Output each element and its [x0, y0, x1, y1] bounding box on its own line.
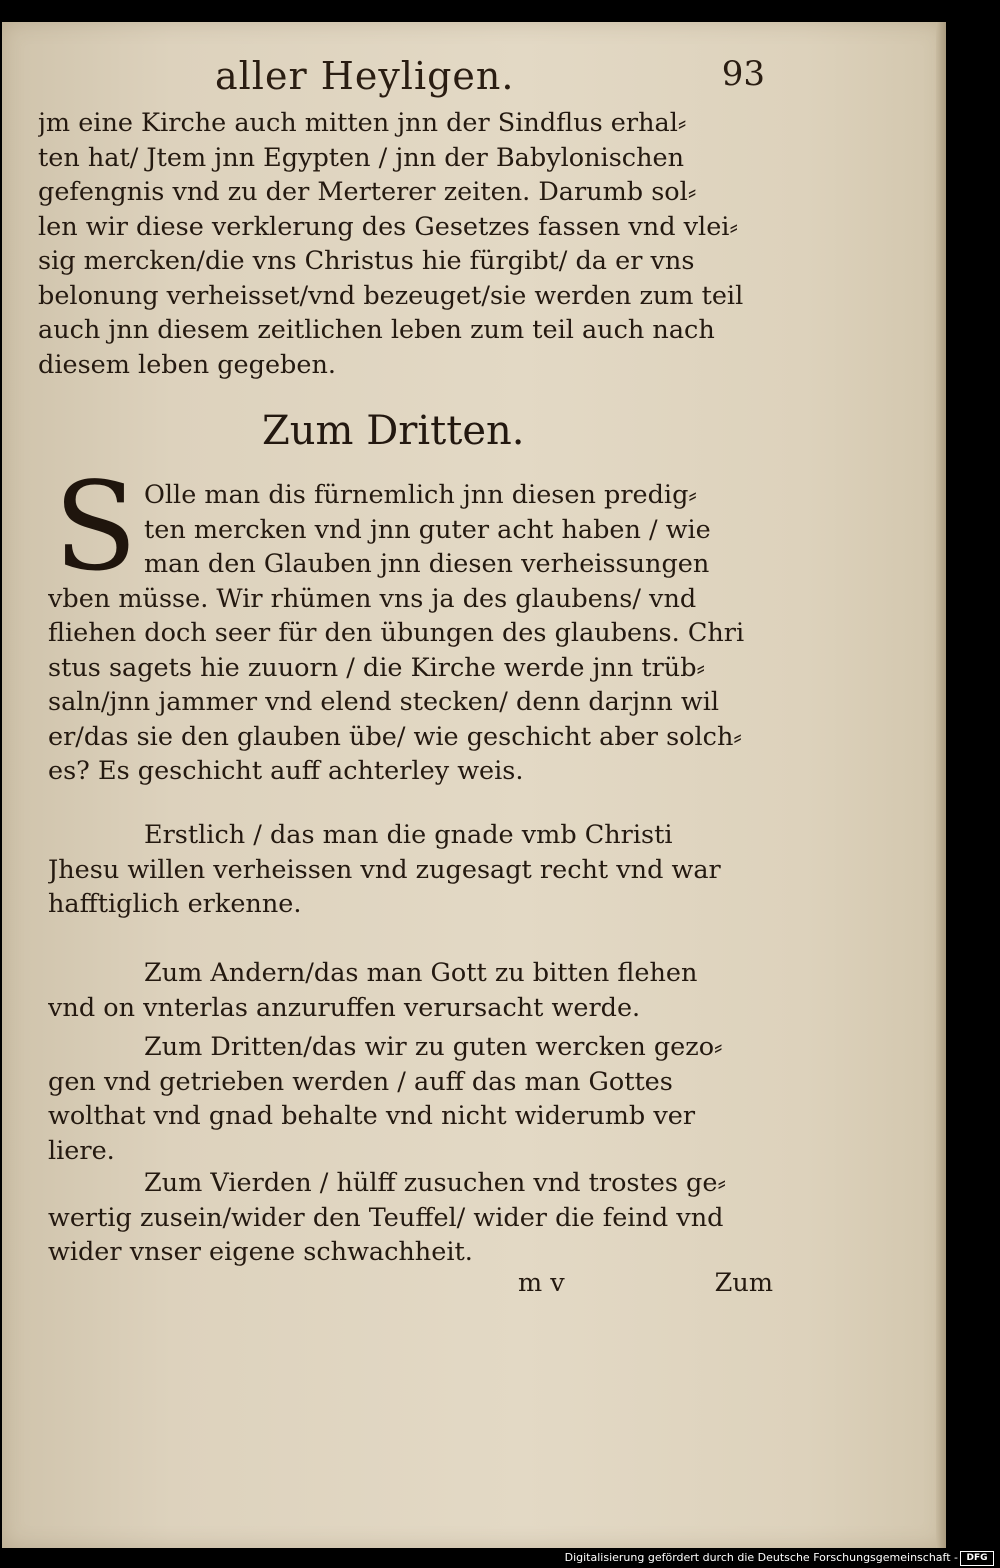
text-line: man den Glauben jnn diesen verheissungen — [144, 549, 710, 579]
text-line: Erstlich / das man die gnade vmb Christi — [144, 820, 673, 850]
paragraph-fourth — [48, 1166, 773, 1270]
text-line: wertig zusein/wider den Teuffel/ wider die feind vnd — [48, 1202, 724, 1233]
funding-credit: Digitalisierung gefördert durch die Deutsche Forschungsgemeinschaft - — [564, 1551, 958, 1564]
text-line: Zum Andern/das man Gott zu bitten flehen — [144, 958, 698, 988]
text-line: Jhesu willen verheissen vnd zugesagt recht vnd war — [48, 854, 721, 885]
text-line: belonung verheisset/vnd bezeuget/sie werden zum teil — [38, 280, 744, 311]
text-line: gen vnd getrieben werden / auff das man Gottes — [48, 1066, 673, 1097]
paragraph-first — [48, 818, 773, 922]
text-line: diesem leben gegeben. — [38, 349, 336, 380]
paragraph-third — [48, 1030, 773, 1168]
text-line: stus sagets hie zuuorn / die Kirche werde jnn trüb⸗ — [48, 652, 706, 683]
running-head — [215, 48, 775, 108]
paragraph-second — [48, 956, 773, 1025]
running-title: aller Heyligen. — [215, 54, 515, 98]
text-line: vnd on vnterlas anzuruffen verursacht werde. — [48, 992, 641, 1023]
text-line: Olle man dis fürnemlich jnn diesen predig⸗ — [144, 480, 697, 510]
decorated-initial: S — [53, 456, 138, 598]
text-line: ten hat/ Jtem jnn Egypten / jnn der Babylonischen — [38, 142, 685, 173]
text-line: Zum Vierden / hülff zusuchen vnd trostes ge⸗ — [144, 1168, 726, 1198]
section-text-block — [48, 478, 773, 789]
text-line: es? Es geschicht auff achterley weis. — [48, 756, 524, 786]
text-line: auch jnn diesem zeitlichen leben zum teil auch nach — [38, 315, 715, 345]
upper-text-block — [38, 106, 773, 382]
text-line: gefengnis vnd zu der Merterer zeiten. Darumb sol⸗ — [38, 177, 697, 207]
text-line: len wir diese verklerung des Gesetzes fassen vnd vlei⸗ — [38, 211, 738, 242]
page-footer-line — [48, 1268, 773, 1304]
folio-number: 93 — [721, 54, 765, 94]
signature-mark: m v — [518, 1268, 565, 1298]
text-line: Zum Dritten/das wir zu guten wercken gezo⸗ — [144, 1032, 723, 1062]
dfg-logo: DFG — [960, 1551, 994, 1566]
text-line: er/das sie den glauben übe/ wie geschicht aber solch⸗ — [48, 721, 742, 752]
section-heading: Zum Dritten. — [262, 408, 525, 454]
text-line: wider vnser eigene schwachheit. — [48, 1237, 473, 1267]
text-line: vben müsse. Wir rhümen vns ja des glaubens/ vnd — [48, 583, 697, 614]
catchword: Zum — [714, 1268, 773, 1298]
text-line: ten mercken vnd jnn guter acht haben / wie — [144, 514, 711, 545]
text-line: fliehen doch seer für den übungen des glaubens. Chri — [48, 618, 745, 648]
text-line: hafftiglich erkenne. — [48, 889, 302, 919]
text-line: jm eine Kirche auch mitten jnn der Sindflus erhal⸗ — [38, 108, 687, 138]
page-edge — [936, 22, 946, 1548]
text-line: sig mercken/die vns Christus hie fürgibt/ da er vns — [38, 246, 695, 276]
text-line: liere. — [48, 1135, 115, 1166]
text-line: saln/jnn jammer vnd elend stecken/ denn darjnn wil — [48, 687, 720, 717]
text-line: wolthat vnd gnad behalte vnd nicht widerumb ver — [48, 1101, 696, 1131]
